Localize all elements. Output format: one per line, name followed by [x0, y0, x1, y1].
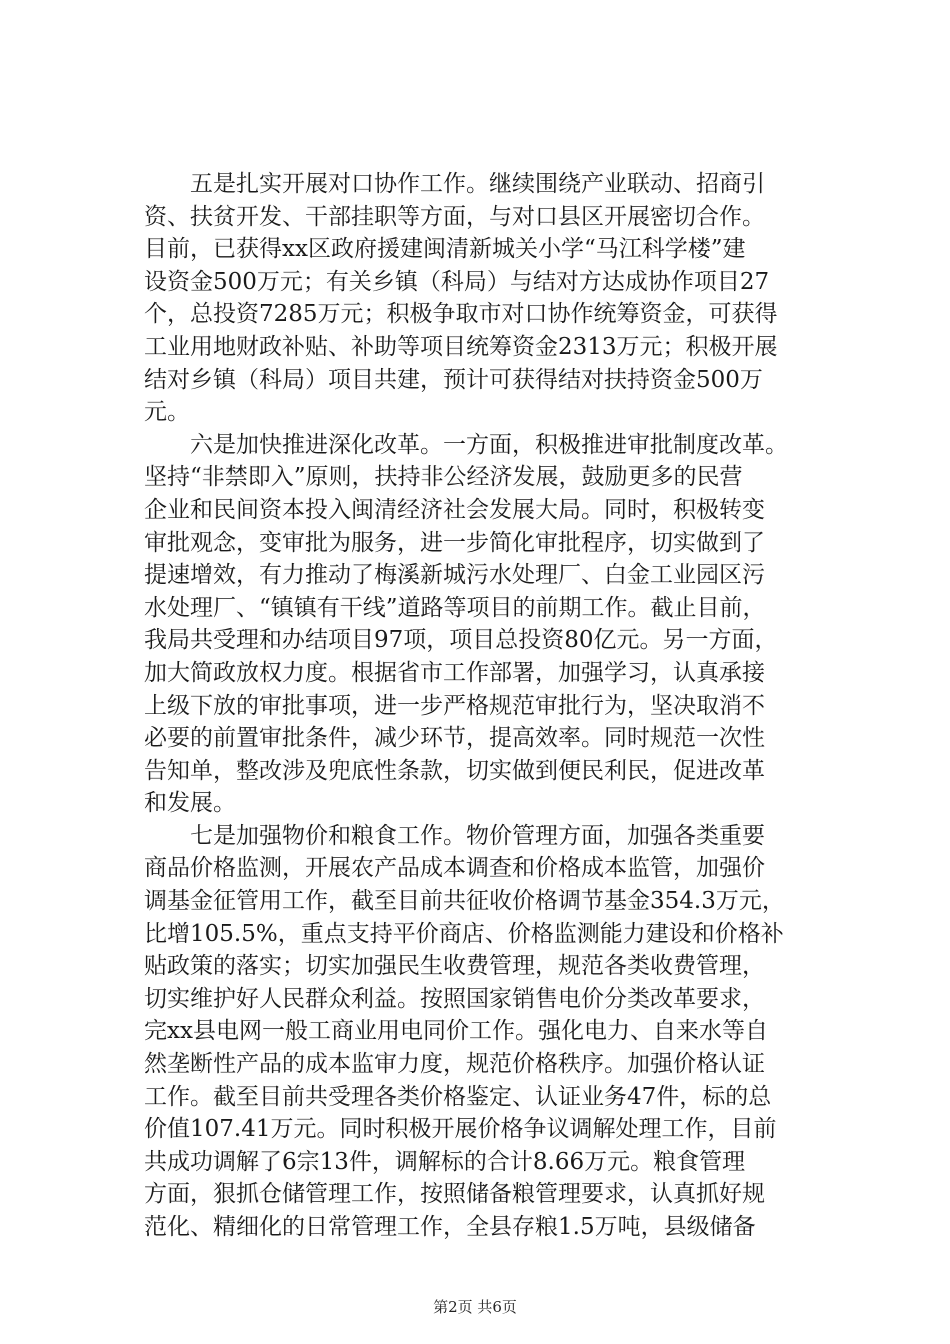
text-line: 贴政策的落实；切实加强民生收费管理，规范各类收费管理， — [144, 953, 765, 980]
text-line: 比增105.5%，重点支持平价商店、价格监测能力建设和价格补 — [144, 920, 784, 947]
text-line: 告知单，整改涉及兜底性条款，切实做到便民利民，促进改革 — [144, 757, 765, 784]
page-footer: 第2页 共6页 — [433, 1298, 517, 1316]
text-line: 个，总投资7285万元；积极争取市对口协作统筹资金，可获得 — [144, 301, 778, 328]
text-line: 必要的前置审批条件，减少环节，提高效率。同时规范一次性 — [144, 725, 765, 752]
text-line: 切实维护好人民群众利益。按照国家销售电价分类改革要求， — [144, 985, 765, 1012]
text-line: 企业和民间资本投入闽清经济社会发展大局。同时，积极转变 — [144, 496, 765, 523]
text-line: 五是扎实开展对口协作工作。继续围绕产业联动、招商引 — [144, 171, 765, 197]
text-line: 上级下放的审批事项，进一步严格规范审批行为，坚决取消不 — [144, 692, 765, 719]
text-line: 方面，狠抓仓储管理工作，按照储备粮管理要求，认真抓好规 — [144, 1181, 765, 1208]
text-line: 工业用地财政补贴、补助等项目统筹资金2313万元；积极开展 — [144, 333, 778, 360]
text-line: 价值107.41万元。同时积极开展价格争议调解处理工作，目前 — [144, 1116, 777, 1143]
text-line: 七是加强物价和粮食工作。物价管理方面，加强各类重要 — [144, 822, 765, 849]
text-line: 资、扶贫开发、干部挂职等方面，与对口县区开展密切合作。 — [144, 203, 765, 230]
text-line: 提速增效，有力推动了梅溪新城污水处理厂、白金工业园区污 — [144, 562, 765, 589]
text-line: 设资金500万元；有关乡镇（科局）与结对方达成协作项目27 — [144, 268, 770, 295]
text-line: 范化、精细化的日常管理工作，全县存粮1.5万吨，县级储备 — [144, 1214, 756, 1240]
text-line: 共成功调解了6宗13件，调解标的合计8.66万元。粮食管理 — [144, 1148, 746, 1175]
text-line: 我局共受理和办结项目97项，项目总投资80亿元。另一方面， — [144, 627, 778, 654]
text-line: 工作。截至目前共受理各类价格鉴定、认证业务47件，标的总 — [144, 1083, 772, 1110]
text-line: 目前，已获得xx区政府援建闽清新城关小学“马江科学楼”建 — [144, 236, 746, 263]
text-line: 和发展。 — [144, 790, 236, 817]
text-line: 坚持“非禁即入”原则，扶持非公经济发展，鼓励更多的民营 — [144, 464, 743, 491]
text-line: 元。 — [144, 399, 190, 426]
text-line: 然垄断性产品的成本监审力度，规范价格秩序。加强价格认证 — [144, 1051, 765, 1078]
text-line: 审批观念，变审批为服务，进一步简化审批程序，切实做到了 — [144, 529, 765, 556]
text-line: 加大简政放权力度。根据省市工作部署，加强学习，认真承接 — [144, 659, 765, 686]
text-line: 结对乡镇（科局）项目共建，预计可获得结对扶持资金500万 — [144, 366, 763, 393]
text-line: 商品价格监测，开展农产品成本调查和价格成本监管，加强价 — [144, 855, 765, 882]
text-line: 完xx县电网一般工商业用电同价工作。强化电力、自来水等自 — [144, 1018, 768, 1045]
text-line: 水处理厂、“镇镇有干线”道路等项目的前期工作。截止目前， — [144, 594, 766, 621]
text-line: 六是加快推进深化改革。一方面，积极推进审批制度改革。 — [144, 431, 788, 458]
body-text — [144, 168, 834, 1244]
text-line: 调基金征管用工作，截至目前共征收价格调节基金354.3万元， — [144, 888, 785, 915]
